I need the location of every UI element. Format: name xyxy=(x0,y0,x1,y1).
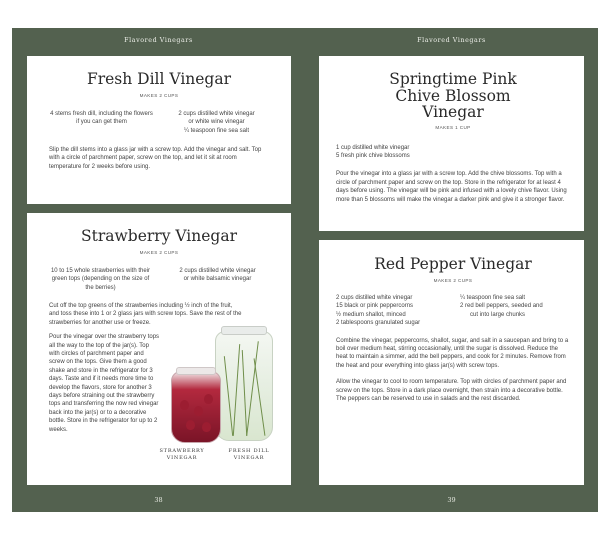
recipe-title: Springtime Pink Chive Blossom Vinegar xyxy=(389,70,517,121)
strawberry-jar xyxy=(171,371,221,443)
dill-jar xyxy=(215,331,273,441)
recipe-card-chive xyxy=(319,56,584,231)
recipe-title: Strawberry Vinegar xyxy=(81,227,237,245)
directions: Pour the vinegar into a glass jar with a screw top. Add the chive blossoms. Top with a circle of parchment paper and screw on the top. Store in the refrigerator for at least 4 days before using. The vinegar will be pink and infused with a lovely chive flavor. Using more than 5 blossoms will make the vinegar a darker pink and give it a stronger flavor. xyxy=(336,171,567,203)
ingredient-column xyxy=(166,267,269,293)
vinegar-jars-photo xyxy=(157,321,287,481)
jar-label-strawberry: STRAWBERRY VINEGAR xyxy=(159,448,205,461)
ingredients xyxy=(49,267,269,293)
recipe-yield: MAKES 2 CUPS xyxy=(139,249,179,255)
recipe-title: Fresh Dill Vinegar xyxy=(86,70,232,88)
jar-lid xyxy=(176,367,216,375)
recipe-title: Red Pepper Vinegar xyxy=(374,255,532,273)
ingredients xyxy=(336,294,570,328)
directions: Allow the vinegar to cool to room temperature. Top with circles of parchment paper and screw on the tops. Store in a dark place overnight, then strain into a decorative bottle. The peppers can be reserved to use in salads and the rest discarded. xyxy=(336,379,567,402)
directions: Pour the vinegar over the strawberry tops all the way to the top of the jar(s). Top with circles of parchment paper and screw on the tops. Give them a good shake and store in the refrigerator for 3 days. Taste and if it needs more time to develop the flavors, store for another 3 days before straining out the strawberry tops and transferring the now red vinegar back into the jar(s) or to a decorative bottle. Store in the refrigerator for up to 2 weeks. xyxy=(49,334,160,433)
recipe-yield: MAKES 2 CUPS xyxy=(139,92,179,98)
ingredient: 2 red bell peppers, seeded and xyxy=(460,303,543,309)
ingredient: cut into large chunks xyxy=(470,311,526,318)
directions: Cut off the top greens of the strawberries including ½ inch of the fruit, and toss these into 1 or 2 glass jars with screw tops. Save the rest of the strawberries for another use or freeze. xyxy=(49,303,242,326)
page-number-right: 39 xyxy=(447,496,456,504)
book-spread xyxy=(12,28,598,512)
ingredient-column xyxy=(336,294,446,328)
ingredient: ½ medium shallot, minced xyxy=(336,311,406,318)
recipe-card-red-pepper xyxy=(319,240,584,485)
directions: Combine the vinegar, peppercorns, shallot, sugar, and salt in a saucepan and bring to a boil over medium heat, stirring occasionally, until the sugar is dissolved. Reduce the heat to maintain a simmer, add the bell peppers, and cook for 2 minutes. Remove from the heat and pour everything into glass jar(s) with screw tops. xyxy=(336,337,569,369)
ingredient-column xyxy=(164,110,269,136)
ingredient-column xyxy=(446,294,570,328)
ingredient: or white wine vinegar xyxy=(188,119,245,125)
directions: Slip the dill stems into a glass jar with a screw top. Add the vinegar and salt. Top with a circle of parchment paper, screw on the top, and let it sit at room temperature for 2 weeks before using. xyxy=(49,147,262,170)
ingredients xyxy=(49,110,269,136)
ingredient: 2 tablespoons granulated sugar xyxy=(336,320,421,326)
right-page xyxy=(305,28,598,512)
recipe-card-dill xyxy=(27,56,291,204)
jar-lid xyxy=(221,326,267,335)
ingredients xyxy=(336,144,570,161)
ingredient: 2 cups distilled white vinegar xyxy=(179,267,256,274)
ingredient: ¼ teaspoon fine sea salt xyxy=(183,127,250,134)
ingredient: 15 black or pink peppercorns xyxy=(336,303,414,309)
ingredient: 2 cups distilled white vinegar xyxy=(336,294,413,301)
recipe-yield: MAKES 2 CUPS xyxy=(433,277,473,283)
page-number-left: 38 xyxy=(154,496,163,504)
ingredient: 10 to 15 whole strawberries with their green tops (depending on the size of the berries) xyxy=(50,267,151,291)
ingredient: 5 fresh pink chive blossoms xyxy=(336,152,410,159)
recipe-card-strawberry xyxy=(27,213,291,485)
running-header-right: Flavored Vinegars xyxy=(417,37,486,44)
ingredient: ¼ teaspoon fine sea salt xyxy=(460,294,526,301)
recipe-yield: MAKES 1 CUP xyxy=(435,124,471,130)
running-header-left: Flavored Vinegars xyxy=(124,37,193,44)
ingredient: 4 stems fresh dill, including the flowers if you can get them xyxy=(50,110,153,125)
ingredient: 1 cup distilled white vinegar xyxy=(336,144,410,151)
ingredient: or white balsamic vinegar xyxy=(183,276,252,282)
left-page xyxy=(12,28,305,512)
ingredient: 2 cups distilled white vinegar xyxy=(178,110,255,117)
jar-label-dill: FRESH DILL VINEGAR xyxy=(228,448,270,461)
